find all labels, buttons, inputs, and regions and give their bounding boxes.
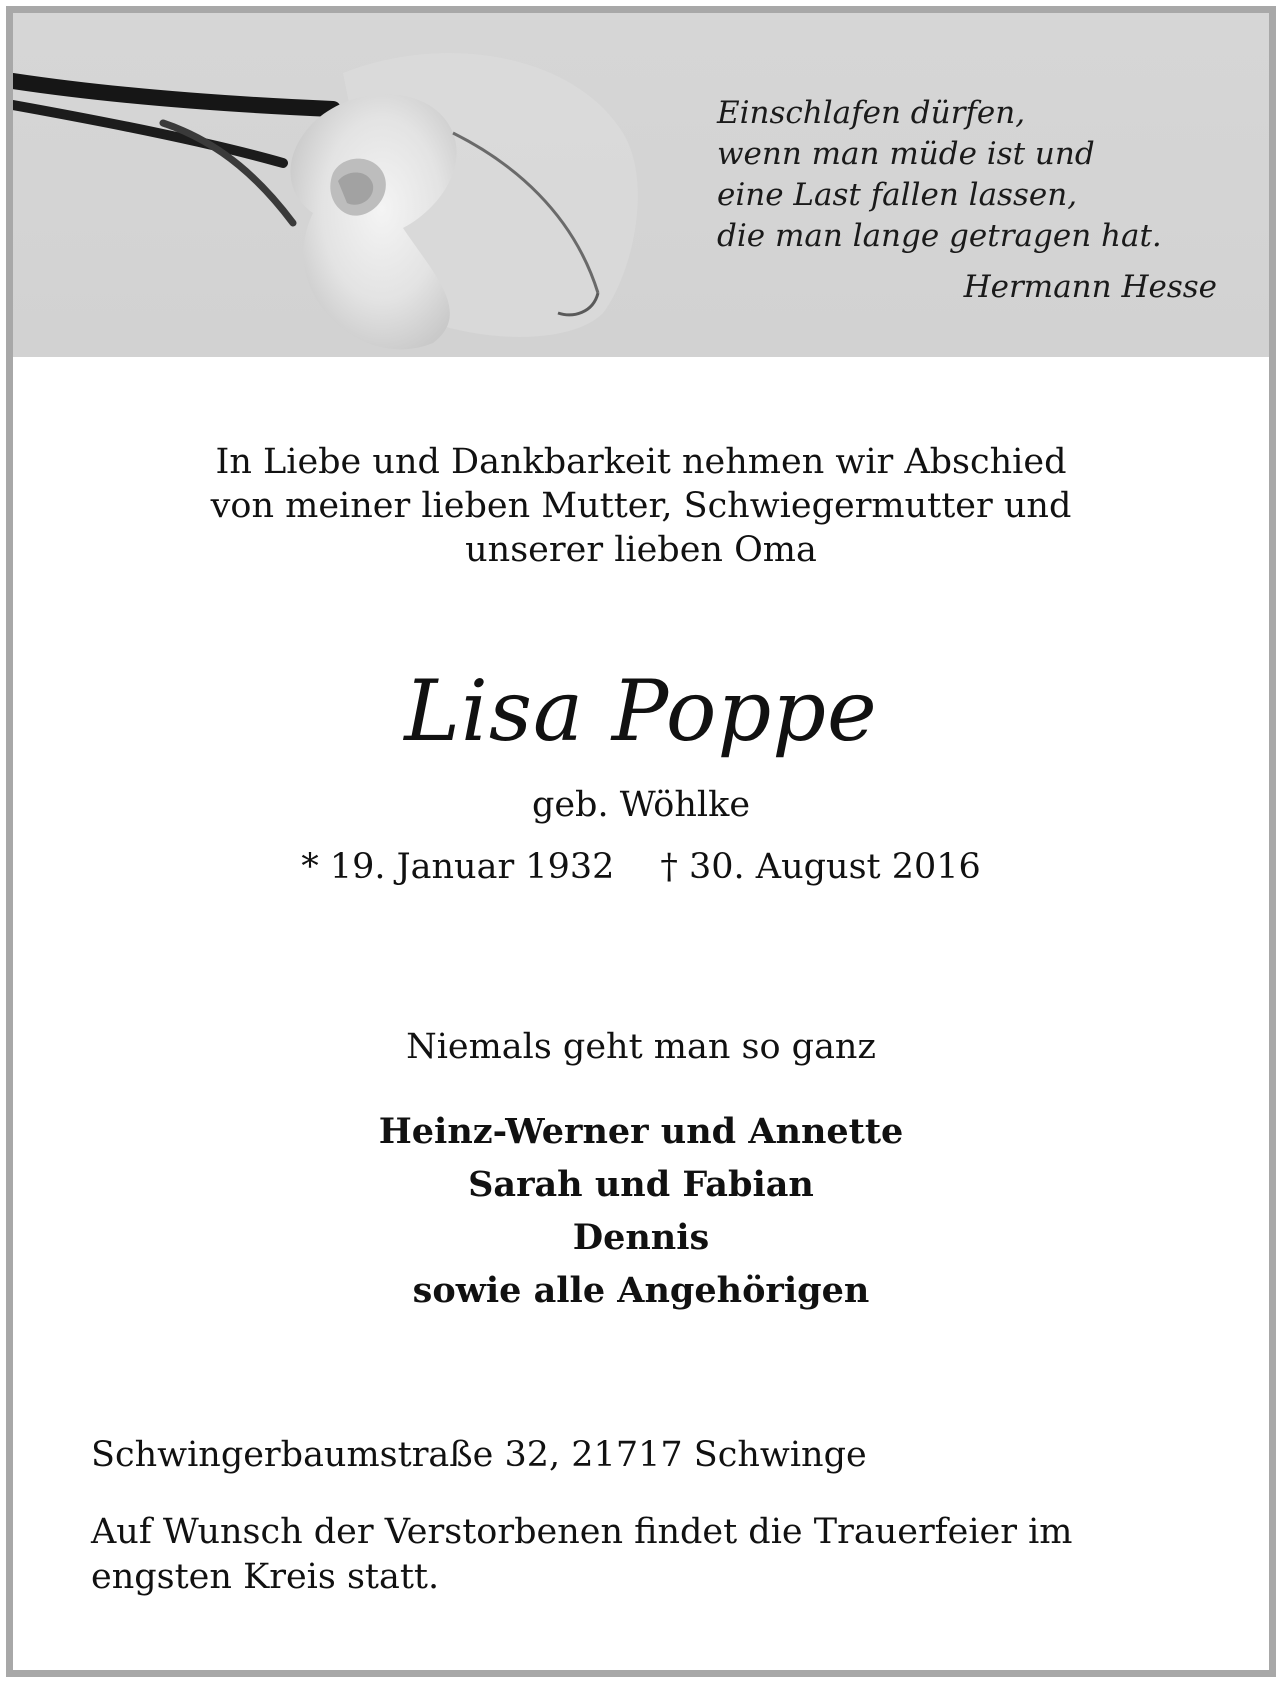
mourners-list bbox=[13, 1105, 1269, 1317]
obituary-card bbox=[6, 6, 1276, 1677]
intro-line: unserer lieben Oma bbox=[465, 530, 817, 570]
mourner-line: Heinz-Werner und Annette bbox=[378, 1111, 904, 1152]
quote-line: eine Last fallen lassen, bbox=[717, 177, 1078, 213]
intro-text bbox=[13, 440, 1269, 572]
intro-line: von meiner lieben Mutter, Schwiegermutter und bbox=[210, 486, 1072, 526]
note-line: engsten Kreis statt. bbox=[91, 1557, 440, 1597]
quote-author: Hermann Hesse bbox=[963, 269, 1217, 305]
death-date: † 30. August 2016 bbox=[660, 847, 981, 887]
note-line: Auf Wunsch der Verstorbenen findet die Trauerfeier im bbox=[91, 1512, 1073, 1552]
maiden-name: geb. Wöhlke bbox=[531, 785, 751, 825]
deceased-name: Lisa Poppe bbox=[404, 662, 878, 760]
header-banner bbox=[13, 13, 1269, 357]
mourner-line: Sarah und Fabian bbox=[468, 1164, 814, 1205]
calla-lily-image bbox=[13, 13, 673, 357]
intro-line: In Liebe und Dankbarkeit nehmen wir Abschied bbox=[215, 442, 1067, 482]
quote-line: wenn man müde ist und bbox=[717, 136, 1095, 172]
hesse-quote bbox=[717, 93, 1217, 308]
motto-text: Niemals geht man so ganz bbox=[406, 1027, 876, 1067]
life-dates bbox=[13, 845, 1269, 889]
quote-line: Einschlafen dürfen, bbox=[717, 95, 1026, 131]
mourner-line: Dennis bbox=[572, 1217, 710, 1258]
mourner-line: sowie alle Angehörigen bbox=[412, 1270, 870, 1311]
address-text: Schwingerbaumstraße 32, 21717 Schwinge bbox=[91, 1435, 867, 1475]
quote-line: die man lange getragen hat. bbox=[717, 218, 1162, 254]
funeral-note bbox=[91, 1510, 1211, 1600]
birth-date: * 19. Januar 1932 bbox=[301, 847, 615, 887]
